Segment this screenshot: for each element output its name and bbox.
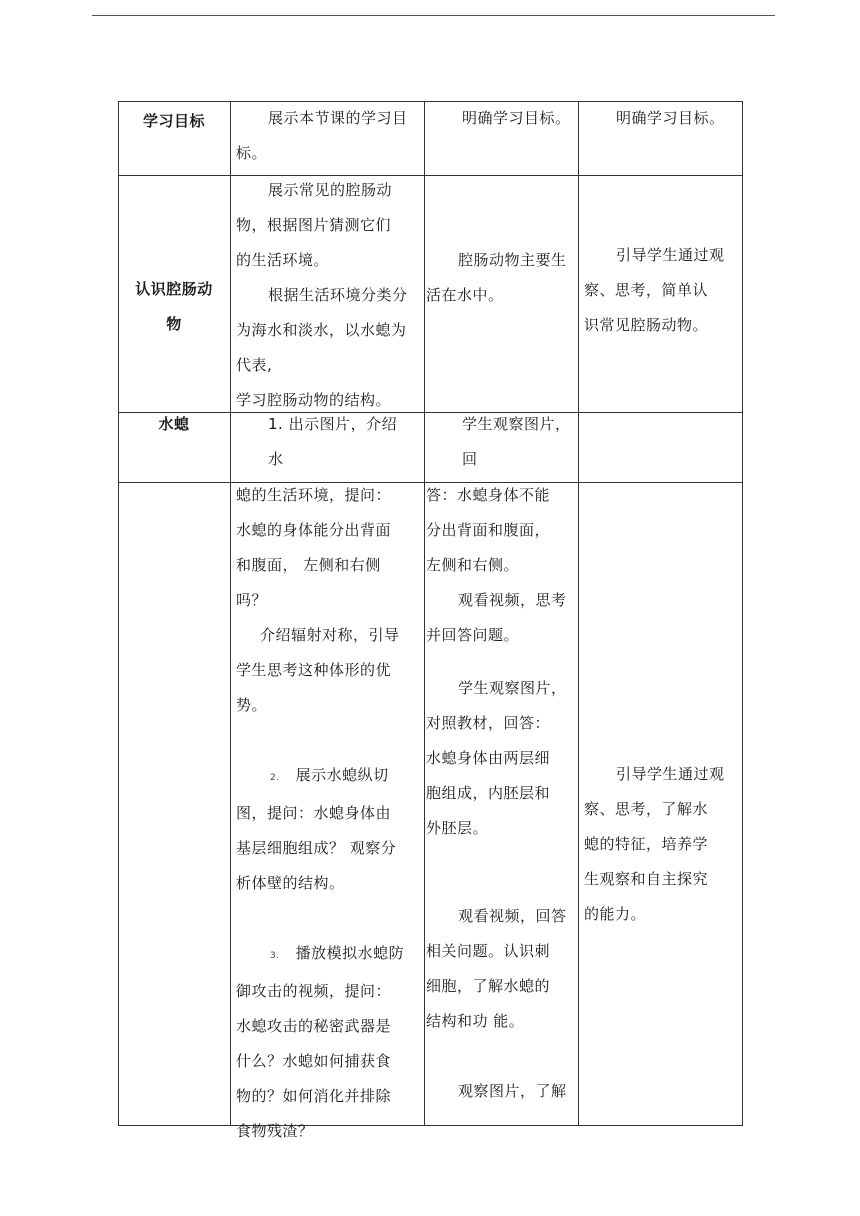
text-line: 展示本节课的学习目 [268, 109, 408, 127]
text-line: 标。 [236, 144, 268, 162]
text-line: 和腹面， 左侧和右侧 [236, 556, 381, 574]
text-line: 物，根据图片猜测它们 [236, 216, 392, 234]
text-line: 析体壁的结构。 [236, 874, 345, 892]
text-line: 代表, [236, 356, 273, 374]
text-line: 识常见腔肠动物。 [584, 316, 709, 334]
text-line: 水螅身体由两层细 [426, 749, 551, 767]
text-line: 螅的生活环境，提问： [236, 486, 392, 504]
column-divider [578, 101, 579, 1126]
text-line: 观看视频，思考 [458, 591, 567, 609]
text-line: 图，提问：水螅身体由 [236, 804, 392, 822]
text-line: 明确学习目标。 [616, 109, 725, 127]
text-line: 学生思考这种体形的优 [236, 661, 392, 679]
list-number: 3. [270, 951, 280, 961]
student-activity-cell [430, 407, 576, 477]
text-line: 察、思考，了解水 [584, 800, 709, 818]
text-line: 学生观察图片， [458, 679, 567, 697]
text-line: 展示水螅纵切 [295, 766, 389, 784]
teacher-activity-cell [236, 173, 422, 418]
text-line: 引导学生通过观 [616, 765, 725, 783]
topic-cell [118, 272, 230, 342]
text-line: 学生观察图片， [462, 415, 571, 433]
text-line: 生观察和自主探究 [584, 870, 709, 888]
text-line: 腔肠动物主要生 [458, 251, 567, 269]
text-line: 1. 出示图片，介绍 [268, 415, 398, 433]
topic-cell [118, 104, 230, 139]
student-activity-cell [430, 101, 576, 136]
text-line: 观看视频，回答 [458, 907, 567, 925]
text-line: 什么？水螅如何捕获食 [236, 1052, 392, 1070]
design-intent-cell [584, 238, 740, 343]
topic-label: 物 [166, 315, 182, 333]
topic-cell [118, 407, 230, 442]
table-border-bottom [118, 1125, 743, 1126]
row-divider [118, 175, 743, 176]
text-line: 学习腔肠动物的结构。 [236, 391, 392, 409]
text-line: 介绍辐射对称，引导 [260, 626, 400, 644]
text-line: 的生活环境。 [236, 251, 330, 269]
text-line: 螅的特征，培养学 [584, 835, 709, 853]
design-intent-cell [584, 101, 740, 136]
text-line: 对照教材，回答： [426, 714, 551, 732]
header-rule [92, 15, 775, 16]
text-line: 播放模拟水螅防 [295, 944, 405, 962]
student-activity-cell [426, 243, 576, 313]
text-line: 根据生活环境分类分 [268, 286, 408, 304]
text-line: 御攻击的视频，提问： [236, 982, 392, 1000]
design-intent-cell [584, 757, 740, 932]
text-line: 察、思考，简单认 [584, 281, 709, 299]
column-divider [230, 101, 231, 1126]
student-activity-cell [426, 478, 576, 1109]
text-line: 引导学生通过观 [616, 246, 725, 264]
text-line: 明确学习目标。 [462, 109, 571, 127]
column-divider [424, 101, 425, 1126]
table-border-left [118, 101, 119, 1126]
text-line: 基层细胞组成？ 观察分 [236, 839, 397, 857]
teacher-activity-cell [236, 407, 422, 477]
topic-label: 学习目标 [142, 112, 205, 130]
text-line: 回 [462, 450, 478, 468]
text-line: 水 [268, 450, 284, 468]
text-line: 势。 [236, 696, 268, 714]
text-line: 展示常见的腔肠动 [268, 181, 393, 199]
text-line: 胞组成，内胚层和 [426, 784, 551, 802]
text-line: 并回答问题。 [426, 626, 520, 644]
text-line: 的能力。 [584, 905, 647, 923]
topic-label: 认识腔肠动 [135, 280, 213, 298]
text-line: 答：水螅身体不能 [426, 486, 551, 504]
table-border-right [742, 101, 743, 1126]
lesson-table [118, 101, 743, 1140]
text-line: 食物残渣？ [236, 1122, 314, 1140]
text-line: 结构和功 能。 [426, 1012, 525, 1030]
text-line: 分出背面和腹面， [426, 521, 551, 539]
teacher-activity-cell [236, 478, 422, 1149]
text-line: 水螅的身体能分出背面 [236, 521, 392, 539]
text-line: 物的？如何消化并排除 [236, 1087, 392, 1105]
text-line: 为海水和淡水，以水螅为 [236, 321, 407, 339]
text-line: 左侧和右侧。 [426, 556, 520, 574]
text-line: 吗？ [236, 591, 268, 609]
text-line: 活在水中。 [426, 286, 504, 304]
list-number: 2. [270, 773, 280, 783]
text-line: 细胞，了解水螅的 [426, 977, 551, 995]
text-line: 水螅攻击的秘密武器是 [236, 1017, 392, 1035]
teacher-activity-cell [236, 101, 422, 171]
text-line: 外胚层。 [426, 819, 489, 837]
topic-label: 水螅 [158, 415, 190, 433]
text-line: 相关问题。认识刺 [426, 942, 551, 960]
text-line: 观察图片，了解 [458, 1082, 567, 1100]
